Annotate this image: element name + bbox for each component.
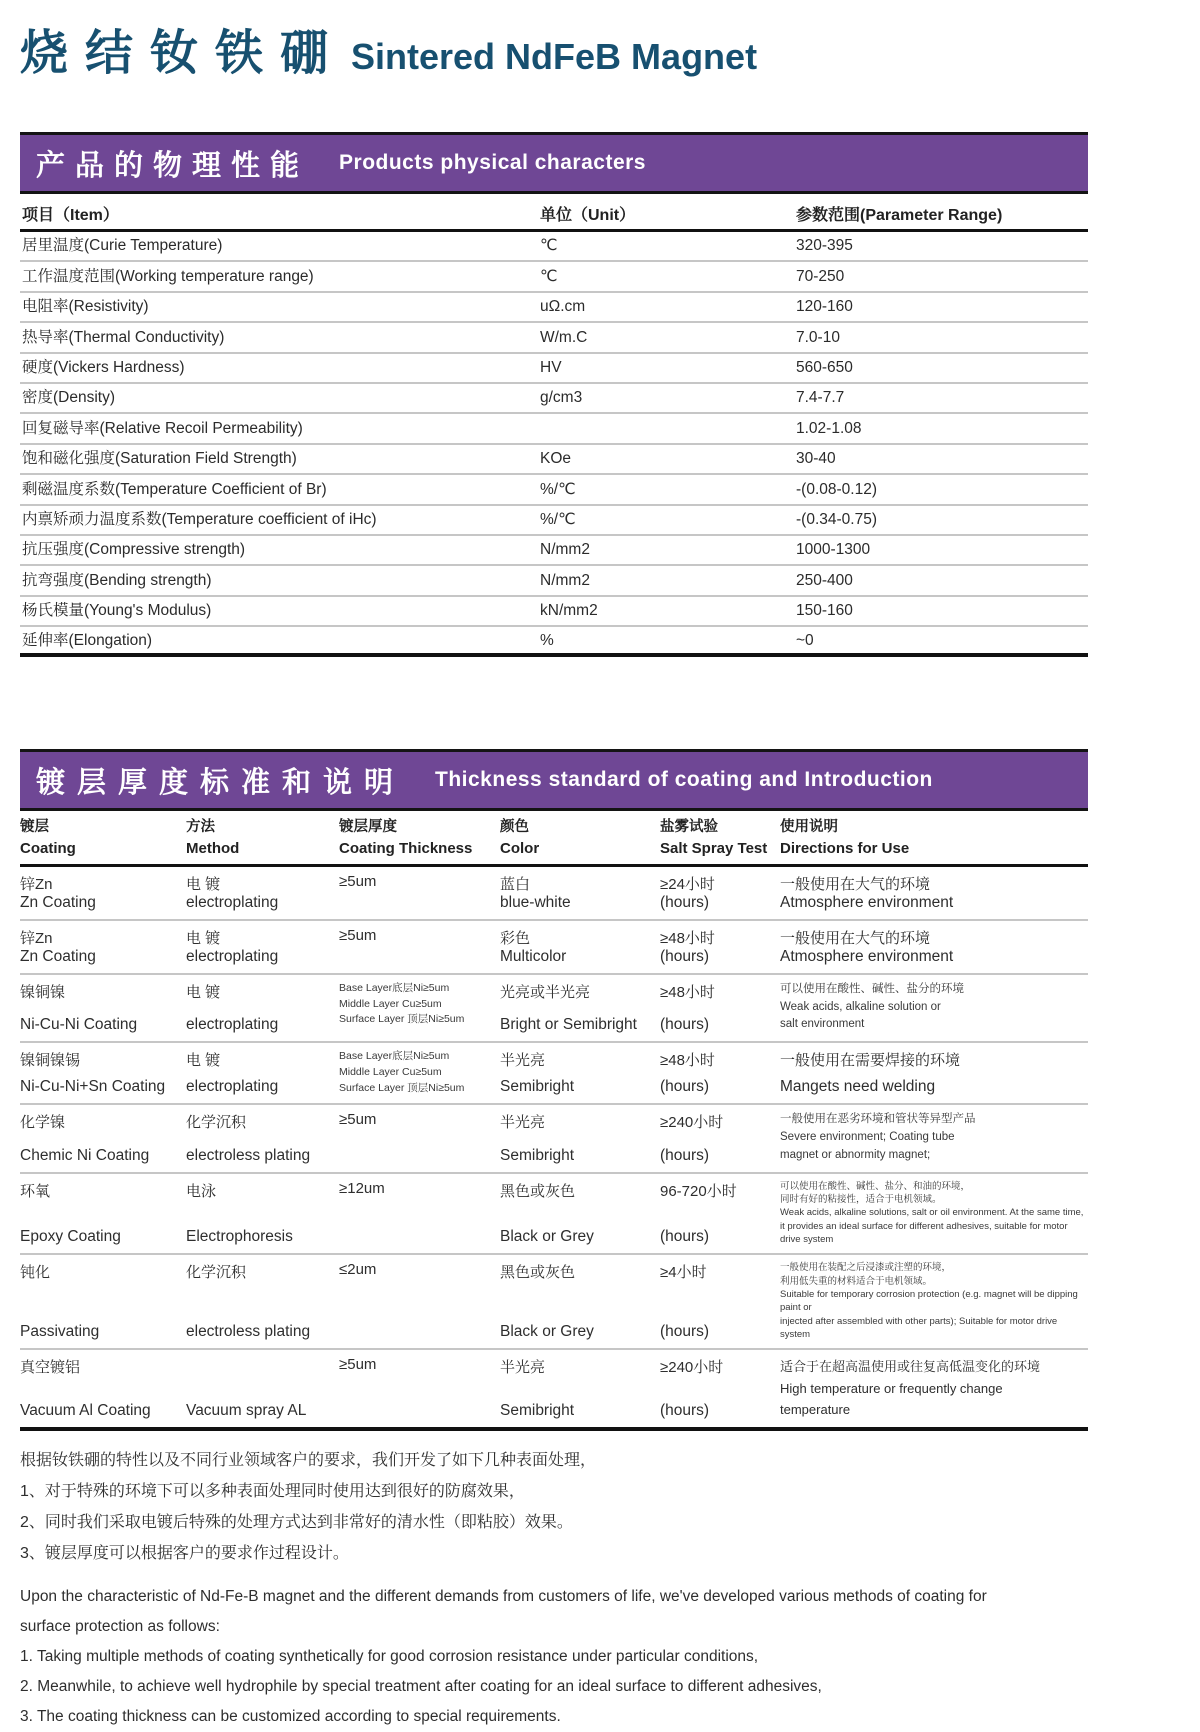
physical-range: 1000-1300 — [796, 541, 871, 559]
note-line: 1. Taking multiple methods of coating synthetically for good corrosion resistance under particular conditions, — [20, 1648, 759, 1666]
physical-item: 密度(Density) — [22, 389, 116, 407]
coating-row-zn-multicolor — [20, 921, 1088, 975]
document-title — [20, 14, 1088, 78]
physical-table-row — [20, 506, 1088, 536]
coating-header-method — [186, 817, 339, 858]
datasheet-page — [20, 0, 1088, 1732]
physical-item: 抗弯强度(Bending strength) — [22, 571, 212, 589]
header-zh: 使用说明 — [780, 819, 838, 836]
coating-table-header — [20, 811, 1088, 866]
thickness-cell: ≥5um — [339, 1356, 377, 1374]
physical-item: 内禀矫顽力温度系数(Temperature coefficient of iHc) — [22, 510, 377, 528]
physical-unit: %/℃ — [540, 510, 576, 528]
method-cell: 化学沉积 electroless plating — [186, 1114, 311, 1164]
header-zh: 镀层厚度 — [339, 819, 397, 836]
note-line: 1、对于特殊的环境下可以多种表面处理同时使用达到很好的防腐效果， — [20, 1483, 525, 1501]
directions-cell: 一般使用在装配之后浸漆或注塑的环境， 利用低失重的材料适合于电机领域。 Suitable for temporary corrosion protection (e.g. magnet will be dipping paint or injected after assembled with other parts); Suitable for motor drive system — [780, 1262, 1078, 1340]
coating-row-ni-cu-ni-sn — [20, 1043, 1088, 1105]
color-cell: 半光亮 Semibright — [500, 1359, 575, 1420]
coating-name-cell: 真空镀铝 Vacuum Al Coating — [20, 1359, 151, 1420]
physical-unit: N/mm2 — [540, 541, 590, 559]
physical-item: 工作温度范围(Working temperature range) — [22, 267, 314, 285]
physical-range: 120-160 — [796, 298, 853, 316]
header-en: Method — [186, 839, 240, 857]
physical-banner — [20, 132, 1088, 194]
physical-table-row — [20, 232, 1088, 262]
color-cell: 半光亮 Semibright — [500, 1052, 575, 1096]
coating-row-epoxy — [20, 1174, 1088, 1255]
coating-header-coating — [20, 817, 186, 858]
method-cell: 电泳 Electrophoresis — [186, 1182, 293, 1246]
coating-name-cell: 锌Zn Zn Coating — [20, 929, 96, 965]
salt-spray-cell: ≥48小时 (hours) — [660, 929, 715, 965]
physical-item: 居里温度(Curie Temperature) — [22, 237, 223, 255]
color-cell: 蓝白 blue-white — [500, 875, 571, 911]
salt-spray-cell: ≥4小时 (hours) — [660, 1264, 710, 1341]
note-line: 2、同时我们采取电镀后特殊的处理方式达到非常好的清水性（即粘胶）效果。 — [20, 1514, 573, 1532]
physical-table-row — [20, 627, 1088, 657]
coating-name-cell: 化学镍 Chemic Ni Coating — [20, 1114, 150, 1164]
method-cell: 电 镀 electroplating — [186, 983, 279, 1034]
physical-table-row — [20, 414, 1088, 444]
physical-section — [20, 132, 1088, 657]
note-line: 3. The coating thickness can be customized according to special requirements. — [20, 1708, 561, 1726]
thickness-cell: ≥12um — [339, 1179, 385, 1197]
physical-header-range: 参数范围(Parameter Range) — [796, 207, 1003, 224]
coating-banner-zh: 镀层厚度标准和说明 — [36, 766, 406, 799]
physical-unit: kN/mm2 — [540, 602, 598, 620]
header-en: Color — [500, 839, 540, 857]
directions-cell: 一般使用在需要焊接的环境 Mangets need welding — [780, 1052, 961, 1096]
physical-table-row — [20, 445, 1088, 475]
salt-spray-cell: ≥240小时 (hours) — [660, 1114, 724, 1164]
coating-row-zn-bluewhite — [20, 867, 1088, 921]
directions-cell: 一般使用在大气的环境 Atmosphere environment — [780, 929, 954, 965]
physical-item: 饱和磁化强度(Saturation Field Strength) — [22, 450, 297, 468]
coating-row-ni-cu-ni — [20, 975, 1088, 1043]
note-line: Upon the characteristic of Nd-Fe-B magnet and the different demands from customers of life, we've developed various methods of coating for — [20, 1588, 987, 1606]
header-en: Coating Thickness — [339, 839, 473, 857]
color-cell: 黑色或灰色 Black or Grey — [500, 1182, 594, 1246]
directions-cell: 适合于在超高温使用或往复高低温变化的环境 High temperature or frequently change temperature — [780, 1359, 1041, 1418]
physical-range: ~0 — [796, 631, 814, 649]
directions-cell: 一般使用在大气的环境 Atmosphere environment — [780, 875, 954, 911]
physical-unit: %/℃ — [540, 480, 576, 498]
physical-table-body — [20, 232, 1088, 657]
physical-table-row — [20, 262, 1088, 292]
physical-item: 杨氏模量(Young's Modulus) — [22, 602, 212, 620]
thickness-cell: ≥5um — [339, 872, 377, 890]
physical-header-item: 项目（Item） — [22, 207, 119, 224]
header-zh: 颜色 — [500, 819, 529, 836]
physical-item: 剩磁温度系数(Temperature Coefficient of Br) — [22, 480, 327, 498]
physical-unit: W/m.C — [540, 328, 588, 346]
physical-table-row — [20, 354, 1088, 384]
physical-range: 150-160 — [796, 602, 853, 620]
physical-unit: uΩ.cm — [540, 298, 586, 316]
physical-table-row — [20, 384, 1088, 414]
physical-table-row — [20, 536, 1088, 566]
coating-row-vacuum-al — [20, 1350, 1088, 1431]
directions-cell: 一般使用在恶劣环境和管状等异型产品 Severe environment; Coating tube magnet or abnormity magnet; — [780, 1113, 976, 1162]
physical-unit: g/cm3 — [540, 389, 583, 407]
physical-range: 70-250 — [796, 267, 845, 285]
physical-table-header — [20, 194, 1088, 232]
salt-spray-cell: ≥24小时 (hours) — [660, 875, 715, 911]
physical-item: 电阻率(Resistivity) — [22, 298, 149, 316]
color-cell: 彩色 Multicolor — [500, 929, 567, 965]
physical-unit: KOe — [540, 450, 572, 468]
header-zh: 方法 — [186, 819, 215, 836]
physical-item: 回复磁导率(Relative Recoil Permeability) — [22, 419, 303, 437]
header-en: Directions for Use — [780, 839, 910, 857]
coating-name-cell: 环氧 Epoxy Coating — [20, 1182, 121, 1246]
notes-chinese — [20, 1445, 1088, 1569]
physical-table-row — [20, 323, 1088, 353]
header-zh: 盐雾试验 — [660, 819, 718, 836]
coating-name-cell: 锌Zn Zn Coating — [20, 875, 96, 911]
method-cell: 电 镀 electroplating — [186, 1052, 279, 1096]
physical-unit: N/mm2 — [540, 571, 590, 589]
physical-table-row — [20, 293, 1088, 323]
coating-row-passivating — [20, 1255, 1088, 1350]
coating-name-cell: 镍铜镍锡 Ni-Cu-Ni+Sn Coating — [20, 1052, 166, 1096]
header-en: Salt Spray Test — [660, 839, 768, 857]
physical-range: 30-40 — [796, 450, 836, 468]
header-en: Coating — [20, 839, 76, 857]
thickness-cell: ≥5um — [339, 1111, 377, 1129]
physical-unit: HV — [540, 359, 562, 376]
physical-table-row — [20, 597, 1088, 627]
method-cell: 电 镀 electroplating — [186, 929, 279, 965]
physical-item: 抗压强度(Compressive strength) — [22, 541, 246, 559]
coating-name-cell: 钝化 Passivating — [20, 1264, 100, 1341]
thickness-cell: Base Layer底层Ni≥5um Middle Layer Cu≥5um Surface Layer 顶层Ni≥5um — [339, 1050, 465, 1094]
salt-spray-cell: ≥48小时 (hours) — [660, 983, 715, 1034]
color-cell: 黑色或灰色 Black or Grey — [500, 1264, 594, 1341]
coating-header-directions — [780, 817, 1088, 858]
thickness-cell: Base Layer底层Ni≥5um Middle Layer Cu≥5um Surface Layer 顶层Ni≥5um — [339, 981, 465, 1026]
physical-range: 7.0-10 — [796, 328, 840, 346]
coating-header-salt — [660, 817, 780, 858]
physical-range: 1.02-1.08 — [796, 419, 862, 437]
header-zh: 镀层 — [20, 819, 49, 836]
coating-banner-en: Thickness standard of coating and Introduction — [435, 768, 933, 792]
physical-item: 硬度(Vickers Hardness) — [22, 359, 185, 376]
color-cell: 半光亮 Semibright — [500, 1114, 575, 1164]
thickness-cell: ≥5um — [339, 926, 377, 944]
salt-spray-cell: ≥48小时 (hours) — [660, 1052, 715, 1096]
salt-spray-cell: ≥240小时 (hours) — [660, 1359, 724, 1420]
title-english: Sintered NdFeB Magnet — [351, 36, 758, 77]
physical-header-unit: 单位（Unit） — [540, 207, 636, 224]
note-line: 2. Meanwhile, to achieve well hydrophile by special treatment after coating for an ideal surface to different adhesives, — [20, 1678, 822, 1696]
physical-table-row — [20, 566, 1088, 596]
physical-unit: % — [540, 631, 554, 649]
coating-section — [20, 749, 1088, 1431]
method-cell: 电 镀 electroplating — [186, 875, 279, 911]
title-chinese: 烧结钕铁硼 — [20, 27, 346, 80]
color-cell: 光亮或半光亮 Bright or Semibright — [500, 983, 637, 1034]
physical-item: 热导率(Thermal Conductivity) — [22, 328, 225, 346]
method-cell: 化学沉积 electroless plating — [186, 1264, 311, 1341]
notes-english — [20, 1582, 1088, 1732]
coating-banner — [20, 749, 1088, 811]
physical-range: 250-400 — [796, 571, 853, 589]
thickness-cell: ≤2um — [339, 1261, 377, 1279]
physical-banner-zh: 产品的物理性能 — [36, 149, 310, 182]
physical-range: 560-650 — [796, 359, 853, 376]
physical-range: -(0.08-0.12) — [796, 480, 877, 498]
physical-table-row — [20, 475, 1088, 505]
physical-unit: ℃ — [540, 237, 558, 255]
physical-unit: ℃ — [540, 267, 558, 285]
physical-banner-en: Products physical characters — [339, 151, 646, 174]
note-line: surface protection as follows: — [20, 1618, 220, 1636]
physical-range: -(0.34-0.75) — [796, 510, 877, 528]
salt-spray-cell: 96-720小时 (hours) — [660, 1182, 737, 1246]
directions-cell: 可以使用在酸性、碱性、盐分的环境 Weak acids, alkaline solution or salt environment — [780, 982, 964, 1031]
coating-header-thickness — [339, 817, 500, 858]
coating-name-cell: 镍铜镍 Ni-Cu-Ni Coating — [20, 983, 138, 1034]
note-line: 根据钕铁硼的特性以及不同行业领域客户的要求，我们开发了如下几种表面处理， — [20, 1452, 597, 1470]
note-line: 3、镀层厚度可以根据客户的要求作过程设计。 — [20, 1545, 349, 1563]
physical-range: 7.4-7.7 — [796, 389, 845, 407]
coating-row-chemic-ni — [20, 1105, 1088, 1173]
directions-cell: 可以使用在酸性、碱性、盐分、和油的环境， 同时有好的粘接性，适合于电机领域。 Weak acids, alkaline solutions, salt or oil environment. At the same time, it provides an ideal surface for different adhesives, suitable for motor drive system — [780, 1180, 1084, 1246]
coating-header-color — [500, 817, 660, 858]
method-cell: Vacuum spray AL — [186, 1402, 307, 1420]
physical-item: 延伸率(Elongation) — [22, 631, 153, 649]
physical-range: 320-395 — [796, 237, 853, 255]
